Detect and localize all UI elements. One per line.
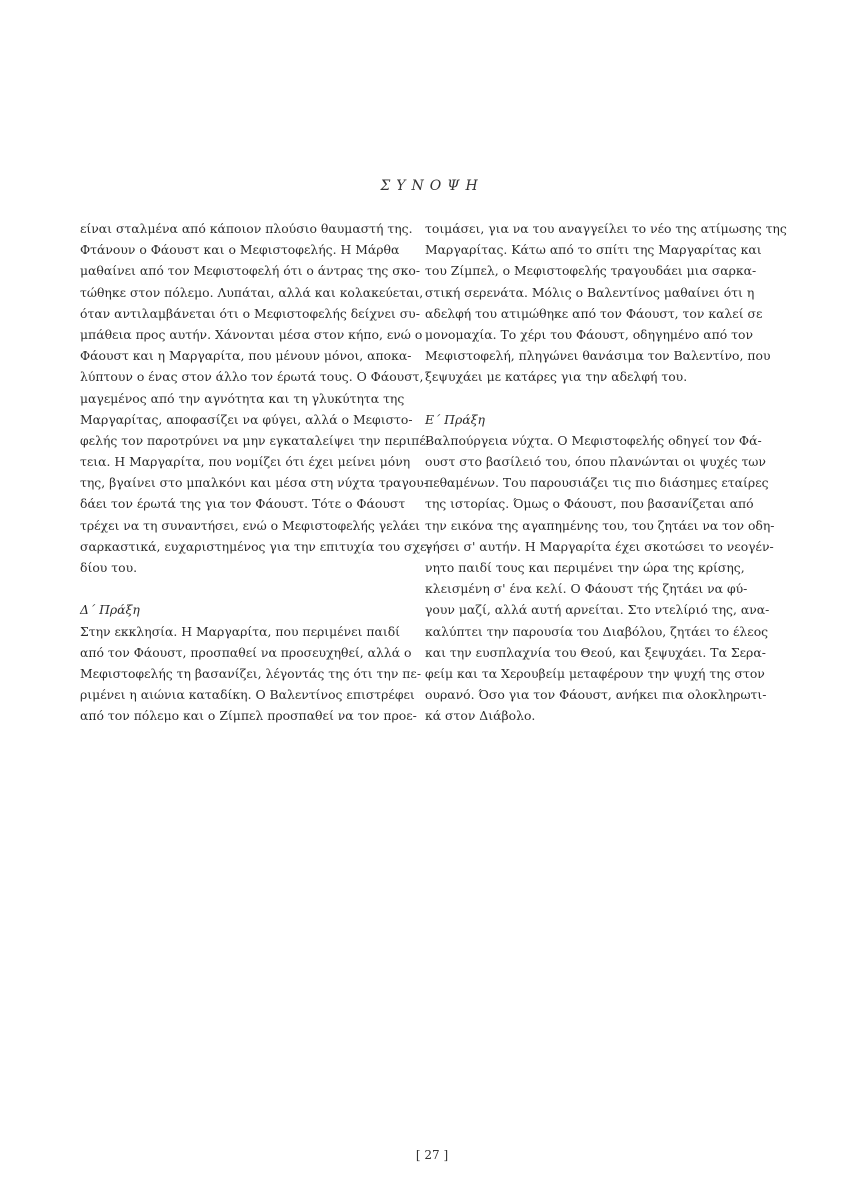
- paragraph-act-e: [425, 430, 775, 727]
- text-line: στική σερενάτα. Μόλις ο Βαλεντίνος μαθαίνει ότι η: [425, 284, 755, 300]
- text-line: λύπτουν ο ένας στον άλλο τον έρωτά τους. Ο Φάουστ,: [80, 369, 424, 385]
- text-line: της ιστορίας. Όμως ο Φάουστ, που βασανίζεται από: [425, 496, 754, 512]
- left-column: [80, 218, 431, 727]
- text-line: αδελφή του ατιμώθηκε από τον Φάουστ, τον καλεί σε: [425, 305, 763, 321]
- act-d-heading: Δ΄ Πράξη: [80, 602, 140, 618]
- text-line: της, βγαίνει στο μπαλκόνι και μέσα στη νύχτα τραγου-: [80, 475, 428, 491]
- paragraph-act-d: [80, 621, 422, 727]
- text-line: ουρανό. Όσο για τον Φάουστ, ανήκει πια ολοκληρωτι-: [425, 687, 767, 703]
- text-line: τρέχει να τη συναντήσει, ενώ ο Μεφιστοφελής γελάει: [80, 517, 421, 533]
- paragraph-gap: [80, 578, 396, 599]
- text-line: Φτάνουν ο Φάουστ και ο Μεφιστοφελής. Η Μάρθα: [80, 242, 400, 258]
- text-line: τώθηκε στον πόλεμο. Λυπάται, αλλά και κολακεύεται,: [80, 284, 424, 300]
- text-line: πεθαμένων. Του παρουσιάζει τις πιο διάσημες εταίρες: [425, 475, 769, 491]
- text-line: μονομαχία. Το χέρι του Φάουστ, οδηγημένο από τον: [425, 326, 754, 342]
- text-line: Μαργαρίτας. Κάτω από το σπίτι της Μαργαρίτας και: [425, 242, 762, 258]
- text-line: ουστ στο βασίλειό του, όπου πλανώνται οι ψυχές των: [425, 454, 766, 470]
- text-line: μαγεμένος από την αγνότητα και τη γλυκύτητα της: [80, 390, 405, 406]
- page-number: [ 27 ]: [415, 1148, 449, 1162]
- text-line: ριμένει η αιώνια καταδίκη. Ο Βαλεντίνος επιστρέφει: [80, 687, 415, 703]
- text-line: από τον πόλεμο και ο Ζίμπελ προσπαθεί να τον προε-: [80, 708, 417, 724]
- paragraph-gap: [425, 388, 741, 409]
- text-line: Μεφιστοφελή, πληγώνει θανάσιμα τον Βαλεντίνο, που: [425, 348, 771, 364]
- text-line: κλεισμένη σ' ένα κελί. Ο Φάουστ τής ζητάει να φύ-: [425, 581, 748, 597]
- text-line: τεια. Η Μαργαρίτα, που νομίζει ότι έχει μείνει μόνη: [80, 454, 411, 470]
- paragraph-act-c-continued: [80, 218, 431, 578]
- text-line: κά στον Διάβολο.: [425, 708, 536, 724]
- act-e-heading: Ε΄ Πράξη: [425, 411, 485, 427]
- text-line: Μαργαρίτας, αποφασίζει να φύγει, αλλά ο Μεφιστο-: [80, 411, 413, 427]
- text-line: δίου του.: [80, 560, 138, 575]
- text-line: του Ζίμπελ, ο Μεφιστοφελής τραγουδάει μια σαρκα-: [425, 263, 757, 279]
- text-line: νητο παιδί τους και περιμένει την ώρα της κρίσης,: [425, 560, 745, 575]
- text-line: μαθαίνει από τον Μεφιστοφελή ότι ο άντρας της σκο-: [80, 263, 421, 279]
- text-line: την εικόνα της αγαπημένης του, του ζητάει να τον οδη-: [425, 517, 775, 533]
- paragraph-act-d-continued: [425, 218, 787, 388]
- text-line: τοιμάσει, για να του αναγγείλει το νέο της ατίμωσης της: [425, 221, 787, 236]
- text-line: φείμ και τα Χερουβείμ μεταφέρουν την ψυχή της στον: [425, 665, 765, 681]
- text-line: Φάουστ και η Μαργαρίτα, που μένουν μόνοι, αποκα-: [80, 348, 412, 364]
- text-line: Στην εκκλησία. Η Μαργαρίτα, που περιμένει παιδί: [80, 623, 401, 639]
- text-line: γήσει σ' αυτήν. Η Μαργαρίτα έχει σκοτώσει το νεογέν-: [425, 538, 774, 554]
- text-line: από τον Φάουστ, προσπαθεί να προσευχηθεί, αλλά ο: [80, 644, 412, 660]
- text-line: ξεψυχάει με κατάρες για την αδελφή του.: [425, 369, 688, 385]
- text-line: είναι σταλμένα από κάποιον πλούσιο θαυμαστή της.: [80, 221, 413, 236]
- text-line: και την ευσπλαχνία του Θεού, και ξεψυχάει. Τα Σερα-: [425, 644, 766, 660]
- text-line: σαρκαστικά, ευχαριστημένος για την επιτυχία του σχε-: [80, 538, 431, 554]
- text-line: φελής τον παροτρύνει να μην εγκαταλείψει την περιπέ-: [80, 432, 430, 448]
- text-line: Μεφιστοφελής τη βασανίζει, λέγοντάς της ότι την πε-: [80, 665, 422, 681]
- text-line: γουν μαζί, αλλά αυτή αρνείται. Στο ντελίριό της, ανα-: [425, 602, 770, 618]
- text-line: Βαλπούργεια νύχτα. Ο Μεφιστοφελής οδηγεί τον Φά-: [425, 432, 762, 448]
- text-line: καλύπτει την παρουσία του Διαβόλου, ζητάει το έλεος: [425, 623, 769, 639]
- right-column: [425, 218, 787, 727]
- text-line: όταν αντιλαμβάνεται ότι ο Μεφιστοφελής δείχνει συ-: [80, 305, 420, 321]
- running-head: ΣΥΝΟΨΗ: [380, 178, 484, 194]
- text-line: δάει τον έρωτά της για τον Φάουστ. Τότε ο Φάουστ: [80, 496, 406, 512]
- text-line: μπάθεια προς αυτήν. Χάνονται μέσα στον κήπο, ενώ ο: [80, 326, 423, 342]
